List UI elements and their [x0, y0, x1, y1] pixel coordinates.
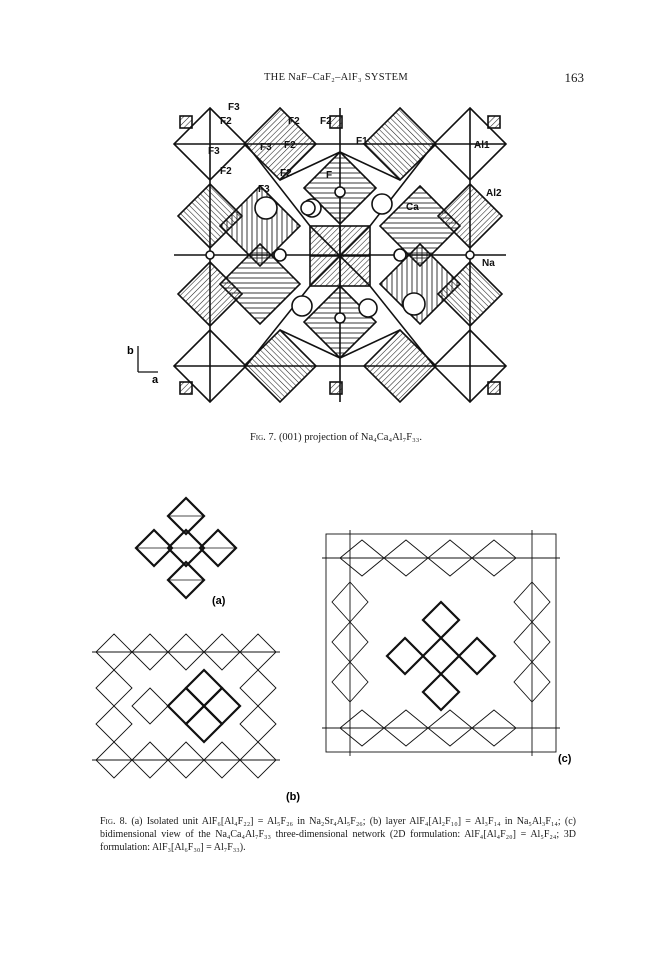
panel-a-label: (a) — [212, 595, 226, 607]
label-F3-low: F3 — [258, 184, 270, 195]
running-title: THE NaF–CaF₂–AlF₃ SYSTEM — [263, 72, 409, 83]
label-F2-inner: F2 — [284, 140, 296, 151]
axis-b-label: b — [127, 345, 134, 357]
label-F3-inner: F3 — [260, 142, 272, 153]
label-F-mid: F — [326, 170, 333, 181]
figure8-caption-text: (a) Isolated unit AlF₆[Al₄F₂₂] = Al₅F₂₆ in Na₂Sr₄Al₅F₂₆; (b) layer AlF₄[Al₂F₁₀] = Al₃F₁₄ in Na₅Al₃F₁₄; (c) bidimensional view of the Na₄Ca₄Al₇F₃₃ three-dimensional network (2D formulation: AlF₄[Al₄F₂₀] = Al₅F₂₄; 3D formulation: AlF₃[Al₆F₃₀] = Al₇F₃₃). — [100, 816, 577, 853]
label-Al2: Al2 — [486, 188, 502, 199]
label-Ca: Ca — [406, 202, 419, 213]
figure7-caption — [0, 432, 672, 443]
label-F2-low: F2 — [220, 166, 232, 177]
panel-c-label: (c) — [558, 753, 572, 765]
label-F2-tr: F2 — [320, 116, 332, 127]
axis-a-label: a — [152, 374, 159, 384]
figure7-structure-projection — [170, 96, 510, 416]
figure8-networks — [92, 492, 584, 808]
figure7-caption-text: (001) projection of Na₄Ca₄Al₇F₃₃. — [278, 432, 423, 443]
figure7-caption-prefix: Fig. 7. — [249, 432, 277, 443]
label-F2-tl: F2 — [220, 116, 232, 127]
panel-b-label: (b) — [286, 791, 301, 803]
panel-a — [136, 498, 236, 598]
page-number: 163 — [564, 70, 584, 85]
label-F2-low2: F2 — [280, 168, 292, 179]
label-F2-tc: F2 — [288, 116, 300, 127]
running-head — [0, 72, 672, 88]
figure8-caption-prefix: Fig. 8. — [100, 816, 128, 827]
figure8-caption — [100, 815, 576, 854]
axes-indicator — [124, 340, 164, 384]
label-Al1: Al1 — [474, 140, 490, 151]
label-F3-top: F3 — [228, 102, 240, 113]
label-F1: F1 — [356, 136, 368, 147]
panel-c — [322, 530, 560, 756]
label-Na: Na — [482, 258, 495, 269]
panel-b — [92, 634, 280, 778]
label-F3-left: F3 — [208, 146, 220, 157]
